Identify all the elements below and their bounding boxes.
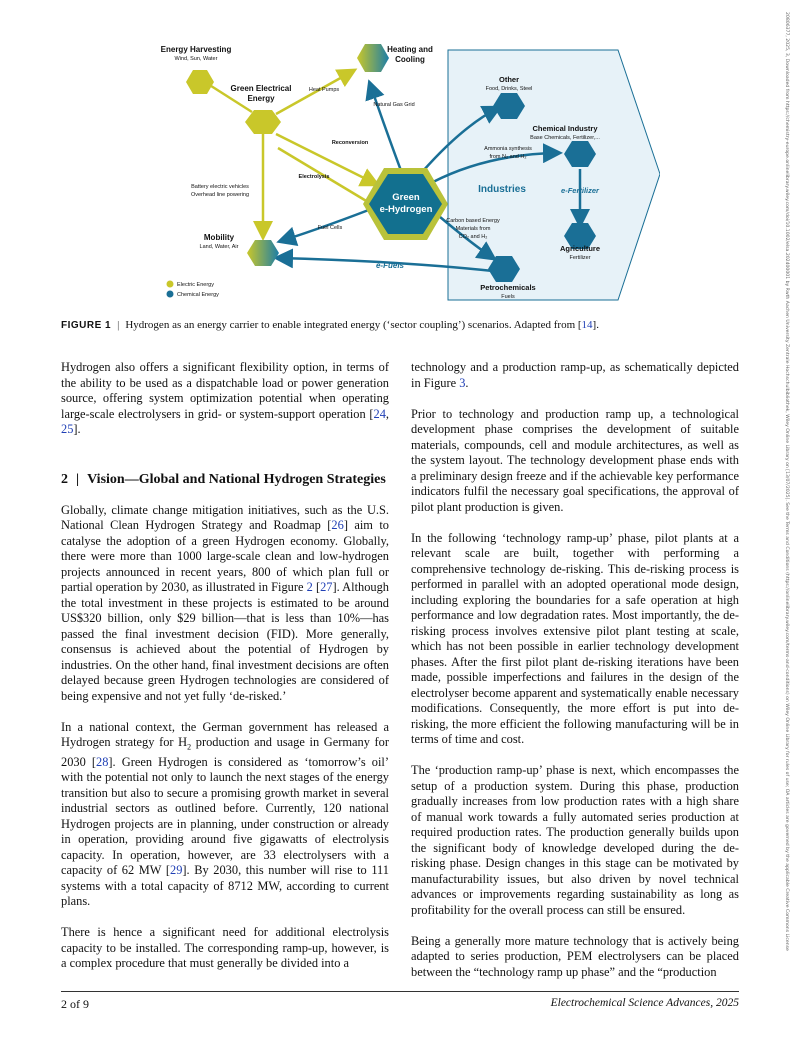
svg-text:Green Electrical: Green Electrical [230,84,292,93]
svg-text:Heating and: Heating and [387,45,433,54]
ref-link[interactable]: 24 [373,406,386,421]
svg-text:Mobility: Mobility [203,233,235,242]
journal-name: Electrochemical Science Advances, 2025 [550,997,739,1009]
paragraph: Being a generally more mature technology that is actively being adapted to series production, PEM electrolysers can be placed between the “technology ramp up phase” and the “production [411,933,739,979]
paragraph: There is hence a significant need for additional electrolysis capacity to be installed. The corresponding ramp-up, however, is a complex procedure that must generally be divided into a [61,925,389,971]
paragraph: In a national context, the German government has released a Hydrogen strategy for $H_2$ production and usage in Germany for 2030 [28]. Green Hydrogen is considered as ‘tomorrow’s oil’ with the potential not only to launch the next stages of the energy transition but also to secure a promising growth market in several industrial sectors as outlined before. Currently, 120 national Hydrogen projects are in planning, under construction or already in operation, providing around five gigawatts of electrolysis capacity. In operation, however, are 33 electrolysers with a capacity of 62 MW [29]. By 2030, this number will rise to 111 systems with a total capacity of 8712 MW, according to current plans. [61,719,389,909]
page-number: 2 of 9 [61,997,89,1011]
svg-text:Heat Pumps: Heat Pumps [308,87,340,93]
svg-text:Overhead line powering: Overhead line powering [190,192,250,198]
energy-harvesting-label: Energy Harvesting [160,45,232,54]
paragraph: In the following ‘technology ramp-up’ phase, pilot plants at a relevant scale are built, together with performing a comprehensive technology de-risking. This de-risking process is performed in parallel with an adopted operational mode design, including exploring the boundaries for a safe operation at high performance and low degradation rates. Most importantly, the de-risking process involves extensive pilot plant testing at scale, which has not been possible in earlier technology development phases. After the first pilot plant de-risking iterations have been made, possible imperfections and failures in the design of the electrolyser become apparent and systematically enable necessary modifications. Consequently, the more effort is put into de-risking, the more efficient the following manufacturing will be in terms of time and cost. [411,530,739,746]
svg-text:Fuel Cells: Fuel Cells [317,225,343,231]
ref-link[interactable]: 14 [581,319,593,331]
figure-link[interactable]: 3 [459,375,466,390]
svg-text:Carbon based Energy: Carbon based Energy [446,218,500,224]
ref-link[interactable]: 26 [331,518,344,532]
svg-text:Materials from: Materials from [455,226,491,232]
svg-text:Food, Drinks, Steel: Food, Drinks, Steel [485,86,533,92]
green-electrical-energy-hex [245,110,281,134]
svg-text:e-Fuels: e-Fuels [375,261,405,270]
svg-text:Energy: Energy [247,94,275,103]
side-download-note: 20806377, 2025, 3, Downloaded from https://chemistry-europe.onlinelibrary.wiley.com/doi/10.1002/elsa.202400001 by Rwth Aachen University Zentrale Hochschulbibliothek, Wiley Online Library on [13/07/2025]. See the Terms and Conditions (https://onlinelibrary.wiley.com/terms-and-conditions) on Wiley Online Library for rules of use; OA articles are governed by the applicable Creative Commons License [784,12,789,951]
svg-text:Fertilizer: Fertilizer [569,255,591,261]
figure-link[interactable]: 2 [306,580,313,594]
paragraph: Prior to technology and production ramp up, a technological development phase comprises the development of suitable materials, compounds, cell and module architectures, as well as the system layout. The technology development phase ends with a preliminary design freeze and if the achievable key performance indicators fulfil the necessary goal specifications, the approval of pilot plant production is given. [411,406,739,514]
svg-text:Agriculture: Agriculture [559,244,601,253]
figure-caption: FIGURE 1 | Hydrogen as an energy carrier to enable integrated energy (‘sector coupling’) scenarios. Adapted from [14]. [61,319,599,331]
footer-rule [61,991,739,992]
paragraph: The ‘production ramp-up’ phase is next, which encompasses the setup of a production system. During this phase, production gradually increases from low production rates with a high share of manual work towards a fully automated series production at required production rates. The production generally builds upon the significant body of knowledge developed during the de-risking phase. Design changes in this stage can be motivated by manufacturability issues, but also driven by novel technical advances or improvements regarding sustainability as long as profitability for the overall process can still be ensured. [411,763,739,917]
ref-link[interactable]: 25 [61,422,74,436]
svg-text:Chemical Energy: Chemical Energy [177,292,219,298]
ref-link[interactable]: 28 [96,754,109,769]
svg-text:Base Chemicals, Fertilizer,...: Base Chemicals, Fertilizer,... [530,135,600,141]
sector-coupling-figure [148,36,660,308]
svg-text:from N₂ and H₂: from N₂ and H₂ [489,154,527,160]
svg-text:Industries: Industries [478,184,526,195]
svg-text:Green: Green [392,192,420,203]
svg-text:Land, Water, Air: Land, Water, Air [199,244,239,250]
left-column [61,360,389,987]
svg-text:Natural Gas Grid: Natural Gas Grid [373,102,415,108]
svg-text:Reconversion: Reconversion [331,140,369,146]
heating-cooling-hex [357,44,389,72]
ref-link[interactable]: 29 [170,863,183,878]
industries-region [448,50,660,300]
svg-text:Cooling: Cooling [395,55,425,64]
svg-text:Electric Energy: Electric Energy [177,282,214,288]
svg-text:Ammonia synthesis: Ammonia synthesis [484,146,532,152]
paragraph: Hydrogen also offers a significant flexibility option, in terms of the ability to be used as a dispatchable load or power generation source, offering system optimization potential when operating large-scale electrolysers in grid- or system-support operation [24, 25]. [61,360,389,436]
svg-text:Electrolysis: Electrolysis [298,174,330,180]
right-column [411,360,739,996]
svg-text:CO₂ and H₂: CO₂ and H₂ [458,234,488,240]
svg-text:Battery electric vehicles: Battery electric vehicles [191,184,249,190]
svg-text:Chemical Industry: Chemical Industry [532,124,598,133]
svg-text:e-Fertilizer: e-Fertilizer [561,186,599,195]
ref-link[interactable]: 27 [320,580,333,594]
figure-label: FIGURE 1 [61,320,112,331]
svg-text:e-Hydrogen: e-Hydrogen [379,204,433,215]
paragraph: technology and a production ramp-up, as schematically depicted in Figure 3. [411,360,739,390]
legend-electric-dot [167,281,174,288]
mobility-hex [247,240,279,266]
svg-text:Fuels: Fuels [501,294,515,300]
section-heading: 2 | Vision—Global and National Hydrogen Strategies [61,471,386,487]
svg-text:Petrochemicals: Petrochemicals [480,283,536,292]
paragraph: Globally, climate change mitigation initiatives, such as the U.S. National Clean Hydrogen Strategy and Roadmap [26] aim to catalyse the adoption of a green Hydrogen economy. Globally, there were more than 1000 large-scale clean and low-hydrogen projects announced in recent years, 800 of which plan full or partial operation by 2030, as illustrated in Figure 2 [27]. Although the total investment in these projects is estimated to be around US$320 billion, only $29 billion—that is less than 10%—has passed the final investment decision (FID). More generally, consensus is achieved about the potential of Hydrogen by industries. On the other hand, final investment decisions are often delayed because green Hydrogen technologies are considered of being expensive and not yet fully ‘de-risked.’ [61,502,389,703]
svg-text:Wind, Sun, Water: Wind, Sun, Water [174,56,218,62]
legend-chemical-dot [167,291,174,298]
energy-harvesting-hex [186,70,214,94]
electric-energy-arrows [208,71,378,236]
svg-text:Other: Other [498,75,520,84]
